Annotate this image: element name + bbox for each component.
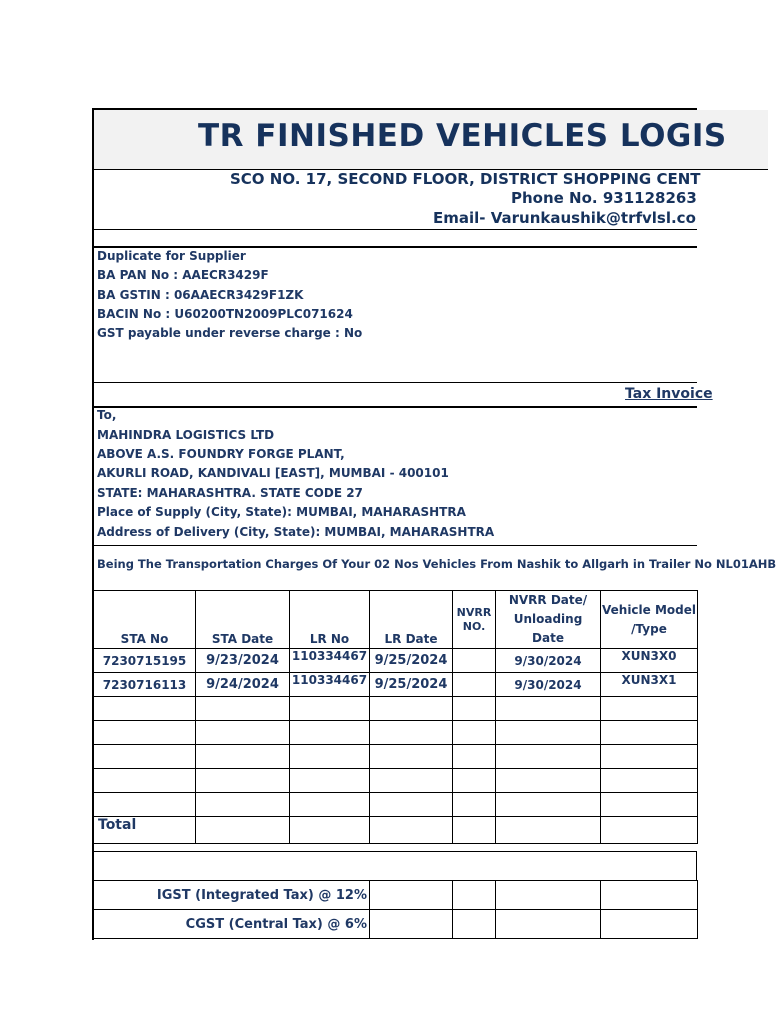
empty-row [94, 697, 698, 721]
copy-label: Duplicate for Supplier [97, 249, 246, 263]
description-top [93, 545, 697, 546]
header-nvrr-date: NVRR Date/ Unloading Date [496, 591, 601, 649]
sta-date-cell: 9/24/2024 [196, 673, 290, 697]
empty-row [94, 793, 698, 817]
lr-date-cell: 9/25/2024 [370, 649, 453, 673]
empty-row [94, 745, 698, 769]
sta-date-cell: 9/23/2024 [196, 649, 290, 673]
igst-row [94, 881, 698, 910]
company-email: Email- Varunkaushik@trfvlsl.co [433, 209, 696, 227]
sta-no-cell: 7230716113 [94, 673, 196, 697]
description-clip [93, 550, 776, 580]
cgst-row [94, 910, 698, 939]
top-border [93, 108, 697, 110]
reverse-charge: GST payable under reverse charge : No [97, 326, 363, 340]
header-nvrr-no: NVRR NO. [453, 591, 496, 649]
company-name: TR FINISHED VEHICLES LOGIS [198, 118, 727, 154]
vehicle-cell: XUN3X0 [601, 649, 698, 673]
spacer-bottom [93, 851, 697, 852]
empty-row [94, 721, 698, 745]
transport-description: Being The Transportation Charges Of Your 02 Nos Vehicles From Nashik to Allgarh in Trailer No NL01AHB [97, 557, 776, 571]
nvrr-no-cell [453, 649, 496, 673]
tax-invoice-label: Tax Invoice [625, 386, 713, 402]
total-row [94, 817, 698, 844]
header-vehicle-model: Vehicle Model /Type [601, 591, 698, 649]
tax-table [93, 880, 698, 939]
lr-no-cell: 110334467 [290, 649, 370, 673]
lr-date-cell: 9/25/2024 [370, 673, 453, 697]
ba-pan: BA PAN No : AAECR3429F [97, 268, 269, 282]
total-label: Total [94, 817, 196, 844]
recipient-address-2: AKURLI ROAD, KANDIVALI [EAST], MUMBAI - 400101 [97, 466, 449, 480]
company-address: SCO NO. 17, SECOND FLOOR, DISTRICT SHOPPING CENT [230, 170, 701, 188]
invoice-type-bottom [93, 406, 697, 408]
title-clip [93, 108, 727, 170]
bacin-no: BACIN No : U60200TN2009PLC071624 [97, 307, 353, 321]
nvrr-no-cell [453, 673, 496, 697]
place-of-supply: Place of Supply (City, State): MUMBAI, MAHARASHTRA [97, 505, 466, 519]
delivery-address: Address of Delivery (City, State): MUMBAI, MAHARASHTRA [97, 525, 495, 539]
company-phone: Phone No. 931128263 [511, 189, 697, 207]
header-sta-no: STA No [94, 591, 196, 649]
table-row [94, 673, 698, 697]
empty-row [94, 769, 698, 793]
header-lr-date: LR Date [370, 591, 453, 649]
invoice-type-clip [93, 383, 713, 407]
ba-gstin: BA GSTIN : 06AAECR3429F1ZK [97, 288, 304, 302]
igst-label: IGST (Integrated Tax) @ 12% [94, 881, 370, 910]
spacer-right [696, 851, 697, 881]
recipient-address-1: ABOVE A.S. FOUNDRY FORGE PLANT, [97, 447, 345, 461]
header-sta-date: STA Date [196, 591, 290, 649]
table-row [94, 649, 698, 673]
title-divider [93, 169, 768, 170]
sta-no-cell: 7230715195 [94, 649, 196, 673]
supplier-top-border [93, 246, 697, 248]
nvrr-date-cell: 9/30/2024 [496, 673, 601, 697]
lr-no-cell: 110334467 [290, 673, 370, 697]
address-divider [93, 229, 697, 230]
to-label: To, [97, 408, 117, 422]
cgst-label: CGST (Central Tax) @ 6% [94, 910, 370, 939]
vehicle-cell: XUN3X1 [601, 673, 698, 697]
recipient-name: MAHINDRA LOGISTICS LTD [97, 428, 275, 442]
recipient-state: STATE: MAHARASHTRA. STATE CODE 27 [97, 486, 363, 500]
table-header [94, 591, 698, 649]
shipment-table [93, 590, 698, 844]
header-lr-no: LR No [290, 591, 370, 649]
nvrr-date-cell: 9/30/2024 [496, 649, 601, 673]
address-clip [93, 168, 701, 230]
